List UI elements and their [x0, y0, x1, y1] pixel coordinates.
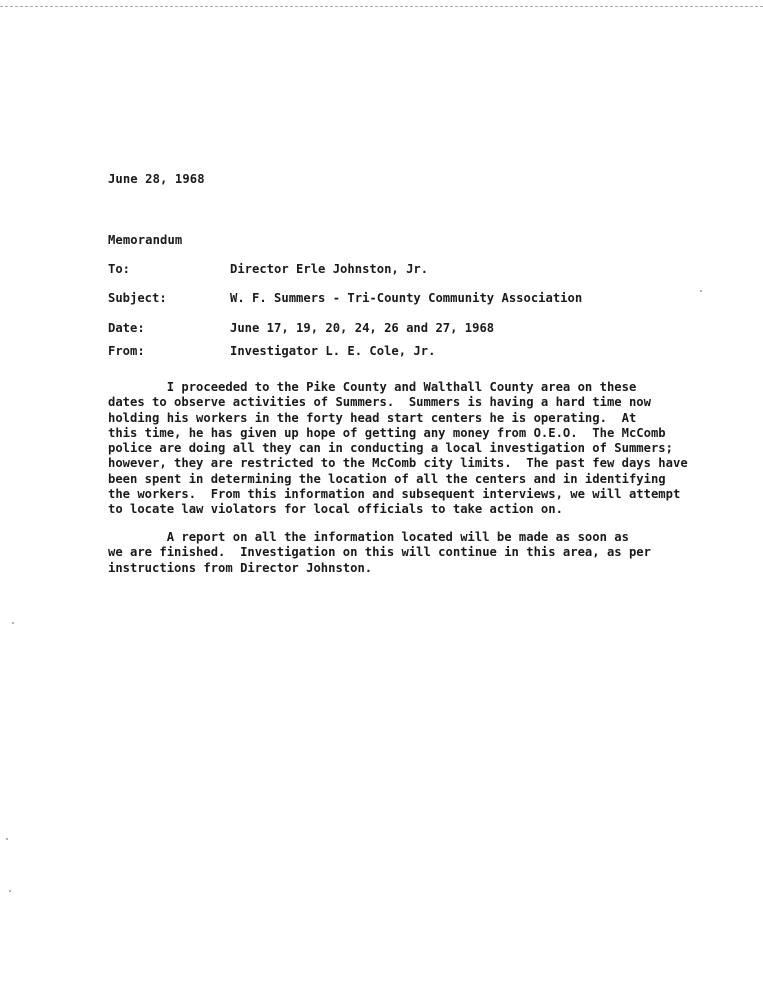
body-paragraph-1 — [108, 380, 688, 518]
paragraph-line: instructions from Director Johnston. — [108, 560, 373, 575]
subject-label: Subject: — [108, 291, 167, 305]
subject-value: W. F. Summers - Tri-County Community Association — [230, 291, 583, 305]
paragraph-line: I proceeded to the Pike County and Walthall County area on these — [108, 380, 637, 394]
paragraph-line: to locate law violators for local officials to take action on. — [108, 502, 563, 517]
body-paragraph-2 — [108, 530, 651, 576]
from-value: Investigator L. E. Cole, Jr. — [230, 344, 436, 358]
page-top-edge — [0, 0, 763, 7]
paragraph-line: we are finished. Investigation on this will continue in this area, as per — [108, 545, 651, 560]
scan-speck — [700, 290, 702, 292]
date-label: Date: — [108, 321, 145, 335]
scan-speck — [9, 890, 11, 892]
to-value: Director Erle Johnston, Jr. — [230, 262, 429, 276]
paragraph-line: been spent in determining the location of all the centers and in identifying — [108, 471, 666, 486]
memo-date: June 28, 1968 — [108, 172, 205, 186]
paragraph-line: the workers. From this information and subsequent interviews, we will attempt — [108, 487, 681, 502]
scan-speck — [12, 622, 14, 624]
paragraph-line: A report on all the information located will be made as soon as — [108, 530, 629, 544]
paragraph-line: however, they are restricted to the McComb city limits. The past few days have — [108, 456, 688, 471]
from-label: From: — [108, 344, 145, 358]
scan-speck — [6, 838, 8, 840]
paragraph-line: holding his workers in the forty head start centers he is operating. At — [108, 410, 637, 425]
paragraph-line: this time, he has given up hope of getting any money from O.E.O. The McComb — [108, 425, 666, 440]
to-label: To: — [108, 262, 131, 276]
paragraph-line: police are doing all they can in conducting a local investigation of Summers; — [108, 441, 673, 456]
date-value: June 17, 19, 20, 24, 26 and 27, 1968 — [230, 321, 495, 335]
memo-heading: Memorandum — [108, 233, 183, 247]
paragraph-line: dates to observe activities of Summers. Summers is having a hard time now — [108, 395, 651, 410]
